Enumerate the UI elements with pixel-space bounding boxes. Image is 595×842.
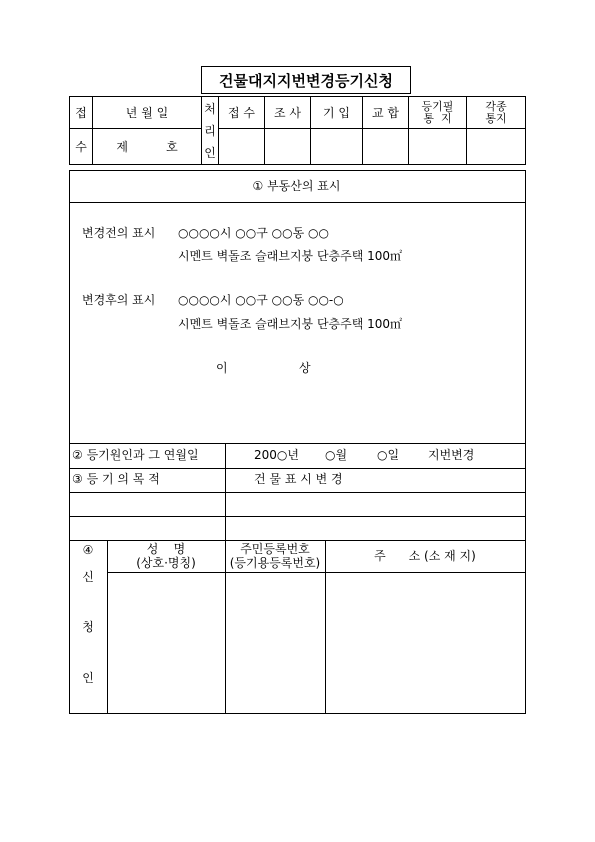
divider xyxy=(69,202,525,203)
name-column-header: 성 명 (상호·명칭) xyxy=(136,542,196,570)
col-entry: 기 입 xyxy=(311,97,363,129)
applicant-number: ④ xyxy=(82,543,94,557)
reception-cell[interactable] xyxy=(219,129,265,165)
divider xyxy=(69,516,525,517)
after-address: ○○○○시 ○○구 ○○동 ○○-○ xyxy=(178,293,344,307)
number-label: 제 호 xyxy=(93,129,202,165)
end-mark-second: 상 xyxy=(299,361,311,375)
col-collation: 교 합 xyxy=(363,97,409,129)
collation-cell[interactable] xyxy=(363,129,409,165)
purpose-label: ③ 등 기 의 목 적 xyxy=(72,472,160,486)
cause-year[interactable]: 200○년 xyxy=(254,448,299,462)
divider xyxy=(69,443,525,444)
applicant-name-cell[interactable] xyxy=(108,573,225,712)
col-various-notice: 각종 통지 xyxy=(467,97,526,129)
after-structure: 시멘트 벽돌조 슬래브지붕 단층주택 100㎡ xyxy=(178,317,403,331)
before-label: 변경전의 표시 xyxy=(82,226,156,240)
reception-label-top: 접 xyxy=(70,97,93,129)
handler-label: 처 리 인 xyxy=(202,97,219,165)
reception-label-bottom: 수 xyxy=(70,129,93,165)
applicant-id-cell[interactable] xyxy=(226,573,325,712)
address-column-header: 주 소 (소 재 지) xyxy=(374,549,476,563)
divider xyxy=(69,540,525,541)
col-reception: 접 수 xyxy=(219,97,265,129)
cause-reason[interactable]: 지번변경 xyxy=(428,448,475,462)
divider xyxy=(69,468,525,469)
before-structure: 시멘트 벽돌조 슬래브지붕 단층주택 100㎡ xyxy=(178,249,403,263)
purpose-value[interactable]: 건 물 표 시 변 경 xyxy=(254,472,343,486)
cause-month[interactable]: ○월 xyxy=(325,448,348,462)
col-investigation: 조 사 xyxy=(265,97,311,129)
col-registration-notice: 등기필 통 지 xyxy=(409,97,467,129)
date-label: 년 월 일 xyxy=(93,97,202,129)
receipt-table xyxy=(69,96,526,165)
cause-label: ② 등기원인과 그 연월일 xyxy=(72,448,199,462)
cause-day[interactable]: ○일 xyxy=(377,448,400,462)
investigation-cell[interactable] xyxy=(265,129,311,165)
end-mark-first: 이 xyxy=(216,361,228,375)
applicant-side-char: 인 xyxy=(82,671,94,685)
applicant-side-char: 신 xyxy=(82,570,94,584)
id-number-column-header: 주민등록번호 (등기용등록번호) xyxy=(229,542,321,570)
entry-cell[interactable] xyxy=(311,129,363,165)
after-label: 변경후의 표시 xyxy=(82,293,156,307)
applicant-side-char: 청 xyxy=(82,620,94,634)
before-address: ○○○○시 ○○구 ○○동 ○○ xyxy=(178,226,329,240)
applicant-address-cell[interactable] xyxy=(326,573,524,712)
form-title: 건물대지지번변경등기신청 xyxy=(201,66,411,94)
property-section-title: ① 부동산의 표시 xyxy=(252,179,341,193)
registration-notice-cell[interactable] xyxy=(409,129,467,165)
divider xyxy=(69,492,525,493)
various-notice-cell[interactable] xyxy=(467,129,526,165)
